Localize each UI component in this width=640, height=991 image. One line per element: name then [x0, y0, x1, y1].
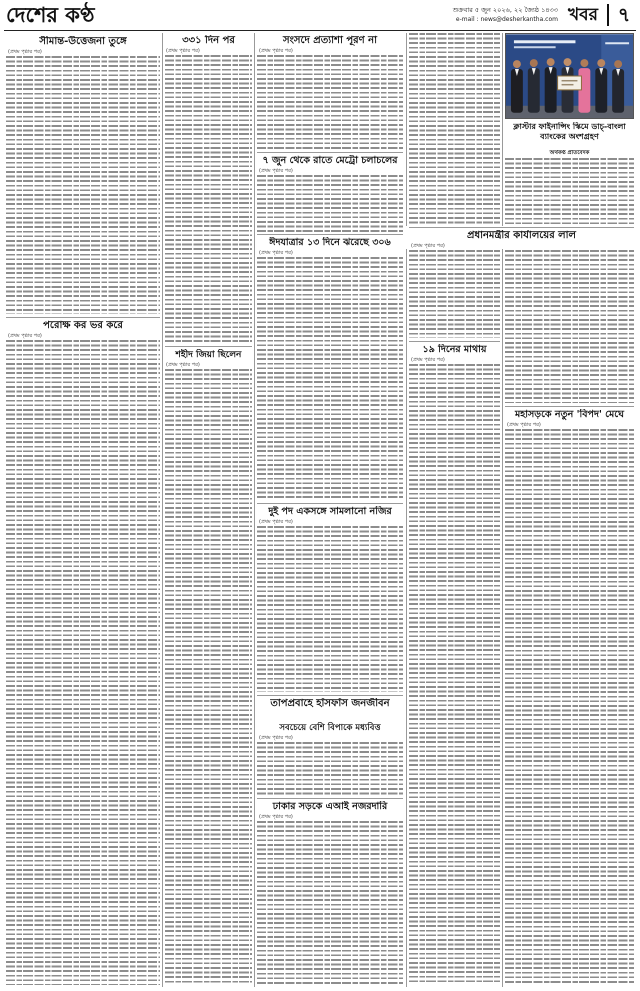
section-divider — [607, 4, 609, 26]
story-rule — [505, 406, 634, 407]
article-body — [505, 250, 634, 403]
story-rule — [257, 152, 403, 153]
article-body — [257, 526, 403, 692]
column-rule — [162, 33, 163, 987]
headline: তাপপ্রবাহে হাঁসফাঁস জনজীবন — [270, 698, 390, 709]
article-body — [6, 56, 160, 314]
article-body — [409, 364, 500, 985]
article-body — [165, 369, 252, 985]
subheadline: সবচেয়ে বেশি বিপাকে মধ্যবিত্ত — [279, 723, 381, 733]
headline: সংসদে প্রত্যাশা পূরণ না — [282, 35, 378, 46]
article-body — [505, 158, 634, 224]
event-photo — [505, 33, 634, 119]
story-rule — [257, 234, 403, 235]
continued-marker: (প্রথম পৃষ্ঠার পর) — [259, 250, 293, 256]
event-photo-image — [506, 34, 634, 119]
headline: প্রধানমন্ত্রীর কার্যালয়ের লাল — [467, 230, 576, 241]
headline: ৭ জুন থেকে রাতে মেট্রো চলাচলের — [262, 155, 398, 166]
headline: মহাসড়কে নতুন 'বিপদ' মেঘে — [514, 409, 624, 420]
column-rule — [502, 249, 503, 987]
headline: দুই পদ একসঙ্গে সামলানো নজির — [268, 506, 392, 517]
continued-marker: (প্রথম পৃষ্ঠার পর) — [259, 735, 293, 741]
story-rule — [257, 798, 403, 799]
article-body — [257, 175, 403, 232]
article-body — [409, 33, 500, 224]
headline: ঈদযাত্রার ১৩ দিনে ঝরেছে ৩০৬ — [269, 237, 391, 248]
continued-marker: (প্রথম পৃষ্ঠার পর) — [8, 333, 42, 339]
continued-marker: (প্রথম পৃষ্ঠার পর) — [259, 814, 293, 820]
continued-marker: (প্রথম পৃষ্ঠার পর) — [259, 168, 293, 174]
continued-marker: (প্রথম পৃষ্ঠার পর) — [166, 48, 200, 54]
photo-caption: ক্লাস্টার ফাইনান্সিং স্কিমে ডাচ্-বাংলা ব্যাংকের অংশগ্রহণ — [513, 122, 626, 141]
story-rule — [257, 695, 403, 696]
headline: ৩৩১ দিন পর — [182, 35, 235, 46]
issue-date: শুক্রবার ৫ জুন ২০২৬, ২২ জ্যৈষ্ঠ ১৪৩৩ — [452, 6, 558, 14]
article-body — [6, 340, 160, 985]
column-rule — [254, 33, 255, 987]
column-rule — [406, 33, 407, 226]
article-body — [165, 55, 252, 343]
article-body — [257, 821, 403, 985]
story-rule — [6, 317, 160, 318]
article-body — [505, 429, 634, 985]
continued-marker: (প্রথম পৃষ্ঠার পর) — [8, 49, 42, 55]
continued-marker: (প্রথম পৃষ্ঠার পর) — [166, 362, 200, 368]
continued-marker: (প্রথম পৃষ্ঠার পর) — [411, 243, 445, 249]
article-body — [257, 257, 403, 500]
newspaper-logo: দেশের কণ্ঠ — [6, 2, 95, 27]
byline: অর্থকণ্ঠ প্রতিবেদক — [549, 150, 590, 156]
headline: সীমান্ত-উত্তেজনা তুঙ্গে — [39, 36, 127, 47]
header-rule — [4, 30, 636, 31]
headline: শহীদ জিয়া ছিলেন — [175, 350, 242, 360]
column-rule — [502, 33, 503, 226]
article-body — [409, 250, 500, 338]
headline: পরোক্ষ কর ভর করে — [43, 320, 123, 331]
continued-marker: (প্রথম পৃষ্ঠার পর) — [259, 519, 293, 525]
headline: ঢাকার সড়কে এআই নজরদারি — [272, 801, 388, 812]
page-number: ৭ — [617, 4, 631, 26]
story-rule — [257, 503, 403, 504]
story-rule — [165, 346, 252, 347]
continued-marker: (প্রথম পৃষ্ঠার পর) — [411, 357, 445, 363]
story-rule — [409, 227, 634, 228]
story-rule — [409, 341, 500, 342]
continued-marker: (প্রথম পৃষ্ঠার পর) — [507, 422, 541, 428]
article-body — [257, 742, 403, 795]
section-label: খবর — [568, 5, 598, 25]
column-rule — [406, 249, 407, 987]
headline: ১৯ দিনের মাথায় — [422, 344, 487, 355]
continued-marker: (প্রথম পৃষ্ঠার পর) — [259, 48, 293, 54]
contact-email: e-mail : news@desherkantha.com — [455, 16, 558, 23]
article-body — [257, 55, 403, 150]
